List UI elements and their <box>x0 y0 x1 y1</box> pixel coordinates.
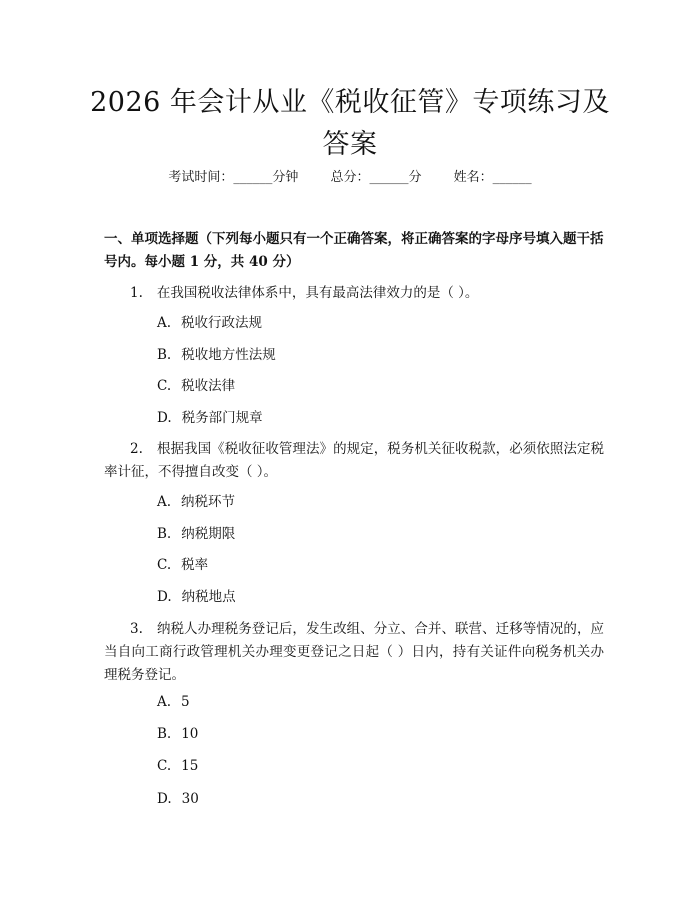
option-letter: D. <box>157 791 172 807</box>
question-2-option-c <box>157 555 208 575</box>
question-3-option-b <box>157 724 198 744</box>
option-text: 5 <box>181 694 190 710</box>
exam-meta <box>0 168 700 188</box>
option-text: 纳税期限 <box>181 526 236 542</box>
question-text: 根据我国《税收征收管理法》的规定，税务机关征收税款，必须依照法定税率计征，不得擅自改变（ ）。 <box>104 441 604 480</box>
option-text: 10 <box>181 726 199 742</box>
question-number: 1. <box>130 285 143 301</box>
question-3-option-c <box>157 756 198 776</box>
option-text: 30 <box>181 791 199 807</box>
exam-time-field: 考试时间：______分钟 <box>168 170 299 185</box>
option-text: 税收法律 <box>181 378 236 394</box>
option-text: 税收地方性法规 <box>181 347 276 363</box>
option-letter: A. <box>157 694 172 710</box>
question-number: 2. <box>130 441 143 457</box>
option-text: 15 <box>181 758 199 774</box>
option-letter: B. <box>157 347 172 363</box>
question-1-option-b <box>157 345 276 365</box>
question-1 <box>104 282 604 305</box>
option-text: 纳税地点 <box>181 589 236 605</box>
option-text: 税收行政法规 <box>181 315 263 331</box>
question-1-option-c <box>157 376 235 396</box>
question-text: 纳税人办理税务登记后，发生改组、分立、合并、联营、迁移等情况的，应当自向工商行政管理机关办理变更登记之日起（ ）日内，持有关证件向税务机关办理税务登记。 <box>104 621 604 683</box>
question-1-option-d <box>157 408 263 428</box>
question-number: 3. <box>130 621 143 637</box>
option-text: 纳税环节 <box>181 494 236 510</box>
question-3-option-a <box>157 692 190 712</box>
name-field: 姓名：______ <box>453 170 532 185</box>
option-letter: C. <box>157 557 172 573</box>
total-score-field: 总分：______分 <box>330 170 422 185</box>
option-text: 税务部门规章 <box>181 410 263 426</box>
document-title: 2026 年会计从业《税收征管》专项练习及答案 <box>90 87 610 160</box>
option-letter: B. <box>157 726 172 742</box>
option-text: 税率 <box>181 557 209 573</box>
question-2-option-d <box>157 587 236 607</box>
question-2 <box>104 438 604 484</box>
option-letter: B. <box>157 526 172 542</box>
option-letter: D. <box>157 410 172 426</box>
option-letter: C. <box>157 758 172 774</box>
question-3 <box>104 618 604 687</box>
question-3-option-d <box>157 789 199 809</box>
option-letter: A. <box>157 494 172 510</box>
question-2-option-a <box>157 492 235 512</box>
question-text: 在我国税收法律体系中，具有最高法律效力的是（ ）。 <box>156 285 479 301</box>
section-heading: 一、单项选择题（下列每小题只有一个正确答案，将正确答案的字母序号填入题干括号内。每小题 1 分，共 40 分） <box>104 231 604 270</box>
option-letter: D. <box>157 589 172 605</box>
question-2-option-b <box>157 524 235 544</box>
option-letter: A. <box>157 315 172 331</box>
option-letter: C. <box>157 378 172 394</box>
question-1-option-a <box>157 313 262 333</box>
